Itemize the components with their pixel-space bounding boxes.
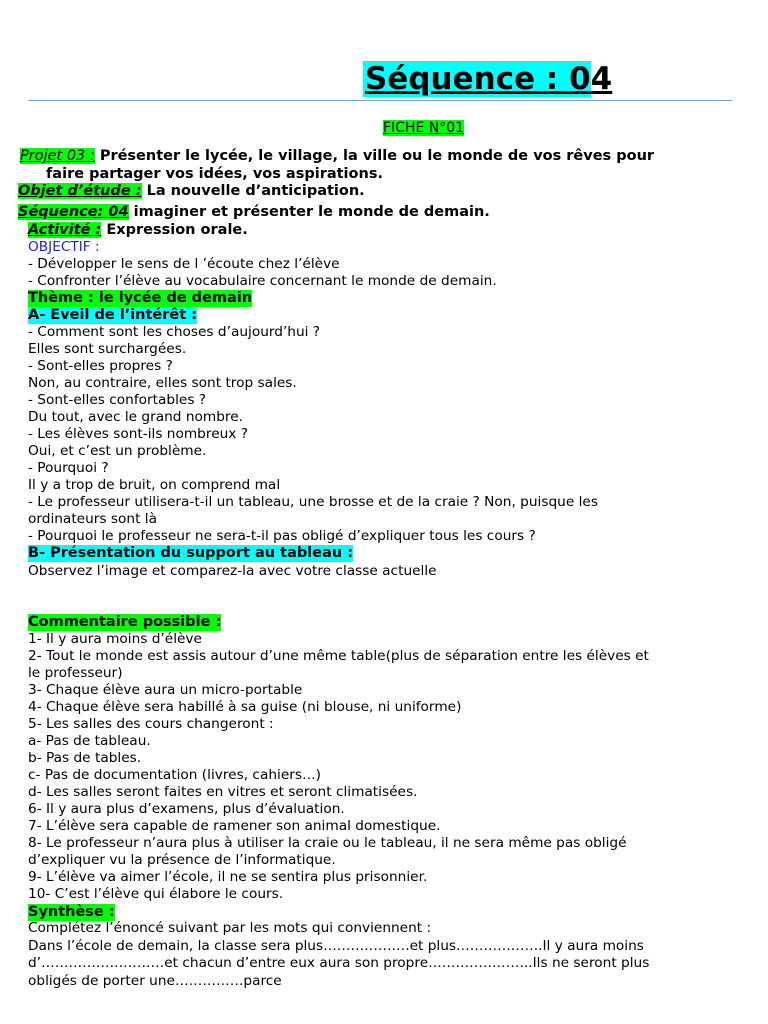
dialogue-line: Il y a trop de bruit, on comprend mal [28, 477, 281, 493]
dialogue-line: - Sont-elles confortables ? [28, 392, 207, 408]
synthese-line: obligés de porter une……………parce [28, 972, 282, 989]
dialogue-line: Elles sont surchargées. [28, 341, 187, 357]
commentaire-line: c- Pas de documentation (livres, cahiers…) [28, 767, 322, 783]
section-b-title: B- Présentation du support au tableau : [28, 545, 354, 561]
commentaire-line: d’expliquer vu la présence de l’informatique. [28, 852, 336, 868]
commentaire-line: d- Les salles seront faites en vitres et seront climatisées. [28, 784, 418, 800]
objet-label: Objet d’étude : [18, 183, 142, 199]
synthese-line: d’………………………et chacun d’entre eux aura son propre…………………..Ils ne seront plus [28, 955, 650, 971]
title-last-digit: 4 [590, 61, 613, 97]
dialogue-line: ordinateurs sont là [28, 511, 157, 527]
dialogue-line: - Le professeur utilisera-t-il un tableau, une brosse et de la craie ? Non, puisque les [28, 494, 598, 510]
title-highlighted: Séquence : 0 [365, 61, 591, 97]
page-title [363, 57, 612, 97]
dialogue-line: - Comment sont les choses d’aujourd’hui ? [28, 324, 321, 340]
commentaire-line: 4- Chaque élève sera habillé à sa guise (ni blouse, ni uniforme) [28, 699, 462, 715]
commentaire-line: 7- L’élève sera capable de ramener son animal domestique. [28, 818, 441, 834]
sequence-label: Séquence: 04 [18, 204, 129, 220]
synthese-line: Dans l’école de demain, la classe sera plus……………….et plus……………….Il y aura moins [28, 937, 644, 954]
section-a-title: A- Eveil de l’intérêt : [28, 307, 198, 323]
commentaire-line: 8- Le professeur n’aura plus à utiliser la craie ou le tableau, il ne sera même pas obligé [28, 835, 627, 851]
dialogue-line: - Les élèves sont-ils nombreux ? [28, 426, 249, 442]
sequence-line [18, 204, 490, 221]
objectif-item: - Confronter l’élève au vocabulaire concernant le monde de demain. [28, 273, 497, 289]
activite-label: Activité : [28, 222, 102, 238]
projet-text-cont: faire partager vos idées, vos aspirations. [46, 166, 383, 182]
objectif-item: - Développer le sens de l ’écoute chez l’élève [28, 256, 340, 272]
sequence-text: imaginer et présenter le monde de demain. [128, 204, 490, 220]
projet-label: Projet 03 : [20, 148, 95, 164]
commentaire-line: 3- Chaque élève aura un micro-portable [28, 682, 303, 698]
projet-line [20, 148, 654, 165]
commentaire-line: 9- L’élève va aimer l’école, il ne se sentira plus prisonnier. [28, 869, 428, 885]
header-rule [28, 100, 732, 101]
commentaire-line: a- Pas de tableau. [28, 733, 151, 749]
dialogue-line: Oui, et c’est un problème. [28, 443, 207, 459]
commentaire-line: b- Pas de tables. [28, 750, 142, 766]
activite-text: Expression orale. [101, 222, 248, 238]
objet-text: La nouvelle d’anticipation. [141, 183, 365, 199]
commentaire-line: 10- C’est l’élève qui élabore le cours. [28, 886, 284, 902]
projet-text: Présenter le lycée, le village, la ville ou le monde de vos rêves pour [94, 148, 655, 164]
dialogue-line: - Sont-elles propres ? [28, 358, 173, 374]
commentaire-line: 1- Il y aura moins d’élève [28, 631, 202, 647]
activite-line [28, 222, 248, 239]
fiche-heading: FICHE N°01 [383, 120, 465, 136]
commentaire-line: 6- Il y aura plus d’examens, plus d’évaluation. [28, 801, 345, 817]
dialogue-line: Du tout, avec le grand nombre. [28, 409, 243, 425]
synthese-title: Synthèse : [28, 904, 115, 920]
synthese-line: Complétez l’énoncé suivant par les mots qui conviennent : [28, 920, 432, 936]
objectif-label: OBJECTIF : [28, 239, 100, 255]
section-b-line: Observez l’image et comparez-la avec votre classe actuelle [28, 563, 437, 579]
commentaire-line: 5- Les salles des cours changeront : [28, 716, 274, 732]
dialogue-line: - Pourquoi le professeur ne sera-t-il pas obligé d’expliquer tous les cours ? [28, 528, 536, 544]
dialogue-line: - Pourquoi ? [28, 460, 109, 476]
commentaire-title: Commentaire possible : [28, 614, 222, 630]
commentaire-line: le professeur) [28, 665, 123, 681]
commentaire-line: 2- Tout le monde est assis autour d’une même table(plus de séparation entre les élèves et [28, 648, 649, 664]
theme-heading: Thème : le lycée de demain [28, 290, 253, 306]
dialogue-line: Non, au contraire, elles sont trop sales. [28, 375, 297, 391]
objet-line [18, 183, 365, 200]
